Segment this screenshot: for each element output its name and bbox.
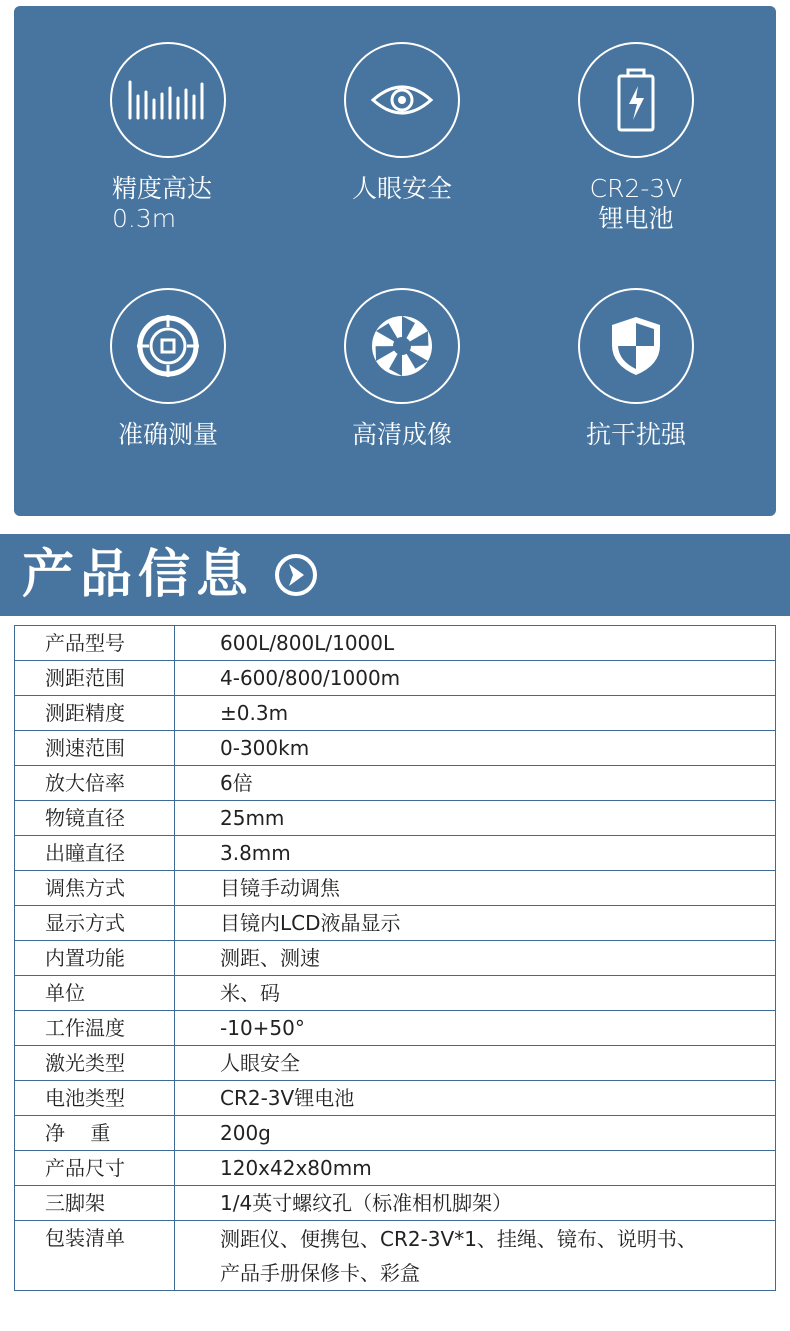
table-row	[15, 1081, 776, 1116]
spec-value-line: 人眼安全	[220, 1051, 300, 1075]
table-row	[15, 1116, 776, 1151]
spec-value	[175, 836, 776, 871]
spec-value-line: 6倍	[220, 771, 253, 795]
feature-label: 精度高达 0.3m	[112, 174, 213, 233]
spec-key: 测距精度	[15, 696, 175, 731]
spec-value-line: 测距仪、便携包、CR2-3V*1、挂绳、镜布、说明书、	[220, 1226, 697, 1251]
spec-value-line: 1/4英寸螺纹孔（标准相机脚架）	[220, 1191, 513, 1215]
table-row	[15, 1221, 776, 1291]
feature-label: 人眼安全	[351, 174, 452, 203]
spec-value-line: 测距、测速	[220, 946, 320, 970]
spec-value-line: 目镜内LCD液晶显示	[220, 911, 401, 935]
spec-key: 内置功能	[15, 941, 175, 976]
table-row	[15, 836, 776, 871]
spec-value	[175, 731, 776, 766]
aperture-icon	[344, 288, 460, 404]
ruler-bars-icon	[110, 42, 226, 158]
section-title: 产品信息	[22, 545, 255, 605]
features-panel	[14, 6, 776, 516]
table-row	[15, 766, 776, 801]
spec-key: 三脚架	[15, 1186, 175, 1221]
spec-value	[175, 766, 776, 801]
spec-value	[175, 871, 776, 906]
spec-key: 放大倍率	[15, 766, 175, 801]
spec-key: 测速范围	[15, 731, 175, 766]
spec-value	[175, 1081, 776, 1116]
spec-key: 出瞳直径	[15, 836, 175, 871]
spec-value	[175, 1151, 776, 1186]
feature-label: 高清成像	[351, 420, 452, 449]
table-row	[15, 1011, 776, 1046]
table-row	[15, 1046, 776, 1081]
table-row	[15, 906, 776, 941]
spec-key: 电池类型	[15, 1081, 175, 1116]
table-row	[15, 731, 776, 766]
spec-value-line: 600L/800L/1000L	[220, 631, 395, 655]
spec-value-line: 米、码	[220, 981, 280, 1005]
spec-value-line: 0-300km	[220, 736, 310, 760]
feature-label: 抗干扰强	[585, 420, 686, 449]
spec-value	[175, 941, 776, 976]
table-row	[15, 871, 776, 906]
shield-icon	[578, 288, 694, 404]
spec-value	[175, 1221, 776, 1291]
table-row	[15, 941, 776, 976]
spec-key: 包装清单	[15, 1221, 175, 1291]
spec-value	[175, 976, 776, 1011]
target-reticle-icon	[110, 288, 226, 404]
table-row	[15, 626, 776, 661]
eye-icon	[344, 42, 460, 158]
spec-value-line: 120x42x80mm	[220, 1156, 372, 1180]
table-row	[15, 801, 776, 836]
spec-value	[175, 906, 776, 941]
spec-value-line: 3.8mm	[220, 841, 291, 865]
spec-value-line: ±0.3m	[220, 701, 289, 725]
spec-key: 测距范围	[15, 661, 175, 696]
spec-value	[175, 1046, 776, 1081]
spec-key: 净 重	[15, 1116, 175, 1151]
spec-value-line: 产品手册保修卡、彩盒	[220, 1260, 420, 1285]
circle-arrow-right-icon	[274, 553, 318, 597]
spec-value	[175, 1011, 776, 1046]
spec-value-line: 200g	[220, 1121, 271, 1145]
feature-label: 准确测量	[117, 420, 218, 449]
spec-value	[175, 801, 776, 836]
spec-value-line: 4-600/800/1000m	[220, 666, 401, 690]
battery-icon	[578, 42, 694, 158]
table-row	[15, 696, 776, 731]
feature-label: CR2-3V 锂电池	[589, 174, 683, 233]
spec-key: 物镜直径	[15, 801, 175, 836]
spec-value	[175, 1116, 776, 1151]
spec-key: 单位	[15, 976, 175, 1011]
spec-value-line: -10+50°	[220, 1016, 305, 1040]
spec-key: 工作温度	[15, 1011, 175, 1046]
spec-value	[175, 696, 776, 731]
table-row	[15, 1186, 776, 1221]
table-row	[15, 661, 776, 696]
table-row	[15, 1151, 776, 1186]
spec-value-line: 目镜手动调焦	[220, 876, 340, 900]
spec-value	[175, 661, 776, 696]
spec-key: 激光类型	[15, 1046, 175, 1081]
spec-table	[14, 625, 776, 1291]
spec-value	[175, 1186, 776, 1221]
table-row	[15, 976, 776, 1011]
spec-value-line: CR2-3V锂电池	[220, 1086, 355, 1110]
section-banner	[0, 534, 790, 616]
spec-key: 产品尺寸	[15, 1151, 175, 1186]
spec-value	[175, 626, 776, 661]
spec-key: 产品型号	[15, 626, 175, 661]
spec-value-line: 25mm	[220, 806, 285, 830]
spec-key: 显示方式	[15, 906, 175, 941]
spec-key: 调焦方式	[15, 871, 175, 906]
